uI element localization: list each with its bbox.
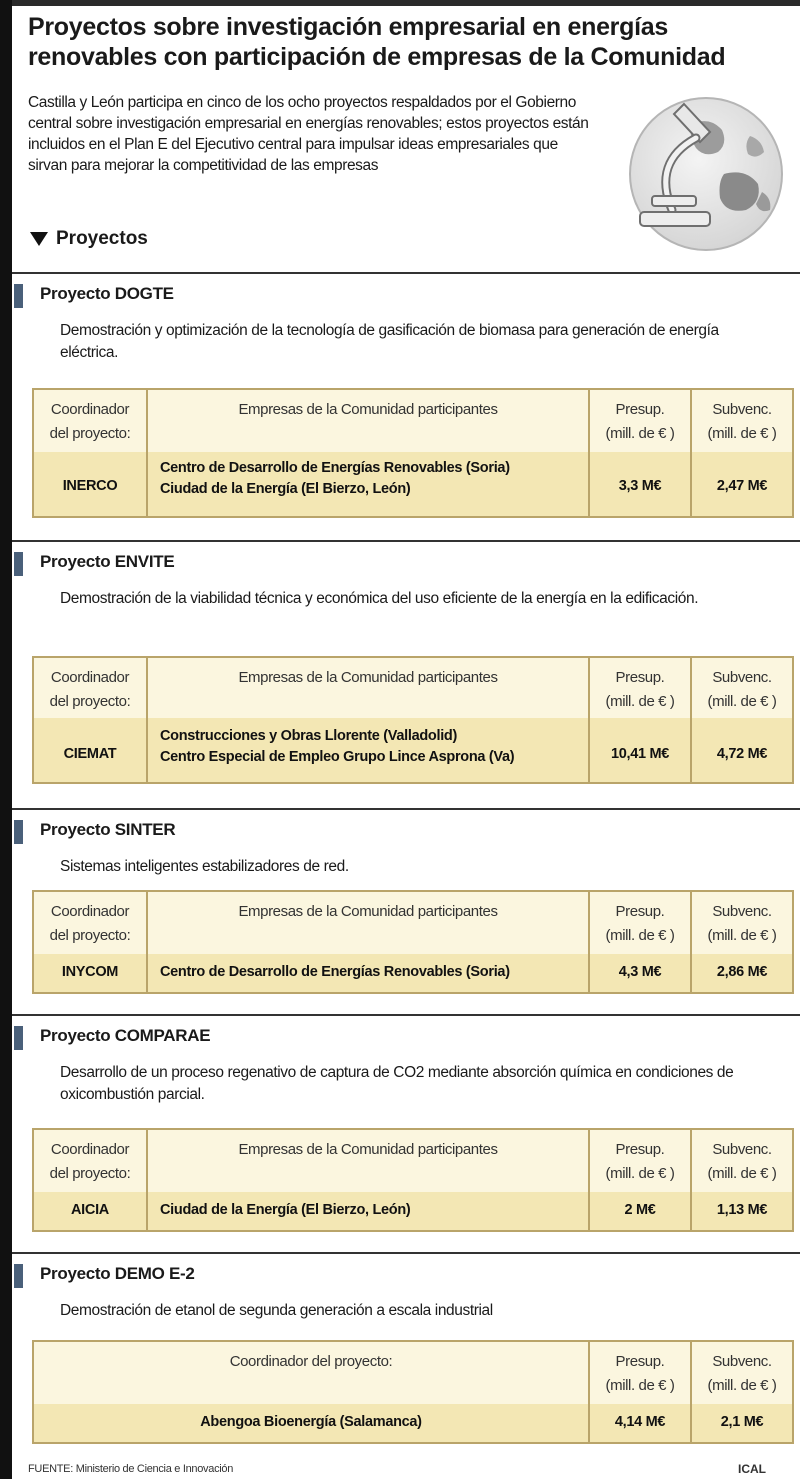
intro-text: Castilla y León participa en cinco de los ocho proyectos respaldados por el Gobierno central sobre investigación empresarial en energías renovables; estos proyectos están incluidos en el Plan E del Ejecutivo central para impulsar ideas empresariales que sirvan para mejorar la competitividad de las empresas xyxy=(28,94,589,174)
subsidy-value: 1,13 M€ xyxy=(716,1202,768,1218)
subsidy-header: Subvenc. xyxy=(712,401,772,418)
top-border xyxy=(0,0,800,6)
subsidy-header-unit: (mill. de € ) xyxy=(707,425,777,442)
subsidy-header-unit: (mill. de € ) xyxy=(707,927,777,944)
project-table xyxy=(32,1340,794,1444)
company-item: Construcciones y Obras Llorente (Valladolid) xyxy=(160,728,458,744)
company-item: Ciudad de la Energía (El Bierzo, León) xyxy=(160,481,411,497)
section-divider xyxy=(12,1014,800,1016)
project-envite xyxy=(12,540,800,795)
subsidy-column xyxy=(692,892,792,992)
budget-column xyxy=(590,1342,692,1442)
section-marker xyxy=(14,1264,23,1288)
section-divider xyxy=(12,272,800,274)
subsidy-value: 2,47 M€ xyxy=(716,478,768,494)
companies-list xyxy=(160,1202,588,1218)
coordinator-header: Coordinador xyxy=(50,1141,130,1158)
project-name: Proyecto DOGTE xyxy=(40,284,174,303)
coordinator-value: CIEMAT xyxy=(63,746,117,762)
subsidy-column xyxy=(692,390,792,516)
coordinator-column xyxy=(34,658,148,782)
budget-value: 2 M€ xyxy=(624,1202,656,1218)
budget-header-unit: (mill. de € ) xyxy=(605,1165,675,1182)
subsidy-value: 4,72 M€ xyxy=(716,746,768,762)
coordinator-header: Coordinador xyxy=(50,903,130,920)
subsidy-column xyxy=(692,1342,792,1442)
companies-list xyxy=(160,964,588,980)
project-description: Sistemas inteligentes estabilizadores de red. xyxy=(60,858,349,875)
project-description: Demostración de etanol de segunda generación a escala industrial xyxy=(60,1302,493,1319)
project-description: Demostración de la viabilidad técnica y económica del uso eficiente de la energía en la edificación. xyxy=(60,590,699,607)
coordinator-column xyxy=(34,1130,148,1230)
coordinator-header: Coordinador xyxy=(50,669,130,686)
project-name: Proyecto DEMO E-2 xyxy=(40,1264,195,1283)
budget-header: Presup. xyxy=(615,1141,665,1158)
companies-column xyxy=(148,892,590,992)
section-marker xyxy=(14,1026,23,1050)
subsidy-header: Subvenc. xyxy=(712,903,772,920)
budget-value: 3,3 M€ xyxy=(618,478,662,494)
section-marker xyxy=(14,284,23,308)
budget-header-unit: (mill. de € ) xyxy=(605,1377,675,1394)
section-divider xyxy=(12,540,800,542)
project-description: Demostración y optimización de la tecnología de gasificación de biomasa para generación de energía eléctrica. xyxy=(60,322,719,361)
coordinator-header-line2: del proyecto: xyxy=(49,1165,131,1182)
budget-header-unit: (mill. de € ) xyxy=(605,693,675,710)
coordinator-column xyxy=(34,892,148,992)
left-border xyxy=(0,0,12,1479)
subsidy-header: Subvenc. xyxy=(712,1353,772,1370)
coordinator-column xyxy=(34,1342,590,1442)
coordinator-value: Abengoa Bioenergía (Salamanca) xyxy=(200,1414,422,1430)
project-description: Desarrollo de un proceso regenativo de captura de CO2 mediante absorción química en condiciones de oxicombustión parcial. xyxy=(60,1064,734,1103)
project-demo-e2 xyxy=(12,1252,800,1448)
subsidy-header-unit: (mill. de € ) xyxy=(707,1165,777,1182)
budget-value: 4,14 M€ xyxy=(614,1414,666,1430)
section-label: Proyectos xyxy=(56,228,148,249)
coordinator-header-line2: del proyecto: xyxy=(49,927,131,944)
company-item: Ciudad de la Energía (El Bierzo, León) xyxy=(160,1202,411,1218)
subsidy-value: 2,86 M€ xyxy=(716,964,768,980)
page-title: Proyectos sobre investigación empresarial en energías renovables con participación de empresas de la Comunidad xyxy=(28,13,726,71)
subsidy-header: Subvenc. xyxy=(712,669,772,686)
companies-column xyxy=(148,390,590,516)
project-table xyxy=(32,388,794,518)
project-table xyxy=(32,656,794,784)
project-table xyxy=(32,1128,794,1232)
budget-header: Presup. xyxy=(615,669,665,686)
subsidy-header: Subvenc. xyxy=(712,1141,772,1158)
companies-header: Empresas de la Comunidad participantes xyxy=(238,903,498,920)
coordinator-value: AICIA xyxy=(71,1202,109,1218)
subsidy-header-unit: (mill. de € ) xyxy=(707,693,777,710)
project-name: Proyecto COMPARAE xyxy=(40,1026,211,1045)
project-comparae xyxy=(12,1014,800,1242)
budget-column xyxy=(590,1130,692,1230)
coordinator-value: INYCOM xyxy=(61,964,119,980)
subsidy-header-unit: (mill. de € ) xyxy=(707,1377,777,1394)
company-item: Centro Especial de Empleo Grupo Lince Asprona (Va) xyxy=(160,749,515,765)
budget-header: Presup. xyxy=(615,401,665,418)
section-divider xyxy=(12,1252,800,1254)
coordinator-header-line2: del proyecto: xyxy=(49,425,131,442)
company-item: Centro de Desarrollo de Energías Renovables (Soria) xyxy=(160,460,510,476)
coordinator-column xyxy=(34,390,148,516)
coordinator-header: Coordinador xyxy=(50,401,130,418)
project-name: Proyecto ENVITE xyxy=(40,552,175,571)
project-sinter xyxy=(12,808,800,1004)
project-dogte xyxy=(12,272,800,522)
subsidy-column xyxy=(692,658,792,782)
companies-header: Empresas de la Comunidad participantes xyxy=(238,1141,498,1158)
coordinator-value: INERCO xyxy=(62,478,118,494)
budget-value: 10,41 M€ xyxy=(610,746,670,762)
budget-column xyxy=(590,658,692,782)
source-note: FUENTE: Ministerio de Ciencia e Innovación xyxy=(28,1463,234,1475)
section-heading xyxy=(30,228,148,250)
budget-header: Presup. xyxy=(615,1353,665,1370)
companies-column xyxy=(148,658,590,782)
companies-header: Empresas de la Comunidad participantes xyxy=(238,401,498,418)
coordinator-header-line2: del proyecto: xyxy=(49,693,131,710)
section-divider xyxy=(12,808,800,810)
project-name: Proyecto SINTER xyxy=(40,820,176,839)
coordinator-header: Coordinador del proyecto: xyxy=(229,1353,393,1370)
subsidy-column xyxy=(692,1130,792,1230)
section-marker xyxy=(14,552,23,576)
companies-header: Empresas de la Comunidad participantes xyxy=(238,669,498,686)
project-table xyxy=(32,890,794,994)
budget-column xyxy=(590,892,692,992)
budget-value: 4,3 M€ xyxy=(618,964,662,980)
section-marker xyxy=(14,820,23,844)
companies-list xyxy=(160,458,588,500)
microscope-globe-icon xyxy=(612,82,790,254)
triangle-down-icon xyxy=(30,232,48,246)
companies-list xyxy=(160,726,588,768)
budget-header: Presup. xyxy=(615,903,665,920)
agency-credit: ICAL xyxy=(738,1462,766,1476)
budget-header-unit: (mill. de € ) xyxy=(605,927,675,944)
company-item: Centro de Desarrollo de Energías Renovables (Soria) xyxy=(160,964,510,980)
budget-column xyxy=(590,390,692,516)
subsidy-value: 2,1 M€ xyxy=(720,1414,764,1430)
companies-column xyxy=(148,1130,590,1230)
budget-header-unit: (mill. de € ) xyxy=(605,425,675,442)
